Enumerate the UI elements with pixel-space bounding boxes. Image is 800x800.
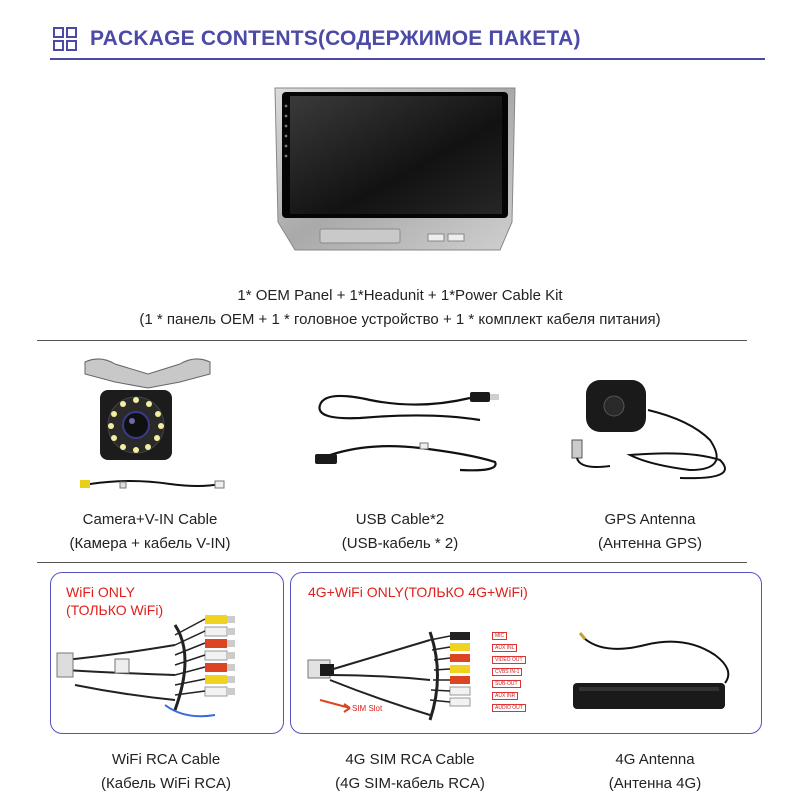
camera-caption-en: Camera+V-IN Cable	[82, 511, 218, 528]
wifi-rca-caption-ru: (Кабель WiFi RCA)	[101, 775, 231, 792]
wifi-label-en: WiFi ONLY	[66, 584, 135, 600]
divider	[37, 562, 747, 563]
usb-caption-en: USB Cable*2	[355, 511, 445, 528]
camera-caption	[40, 508, 260, 556]
gps-antenna-image	[570, 370, 750, 490]
gps-caption-en: GPS Antenna	[604, 511, 696, 528]
main-caption-ru: (1 * панель OEM + 1 * головное устройство + 1 * комплект кабеля питания)	[139, 311, 661, 328]
port-tag: MIC	[492, 632, 507, 640]
4g-rca-caption-en: 4G SIM RCA Cable	[345, 751, 475, 768]
gps-caption	[560, 508, 740, 556]
port-tag: AUX INL	[492, 644, 517, 652]
4g-antenna-caption-en: 4G Antenna	[615, 751, 695, 768]
wifi-rca-caption	[50, 748, 282, 796]
wifi-rca-caption-en: WiFi RCA Cable	[111, 751, 221, 768]
4g-wifi-only-label: 4G+WiFi ONLY(ТОЛЬКО 4G+WiFi)	[308, 584, 528, 600]
port-tag: SUB-OUT	[492, 680, 521, 688]
usb-cables-image	[310, 380, 510, 480]
usb-caption-ru: (USB-кабель * 2)	[341, 535, 459, 552]
sim-slot-label: SIM Slot	[352, 704, 383, 713]
4g-antenna-caption	[570, 748, 740, 796]
camera-cable-image	[70, 352, 240, 502]
main-item-caption	[0, 284, 800, 332]
page-title: PACKAGE CONTENTS(СОДЕРЖИМОЕ ПАКЕТА)	[90, 27, 581, 50]
4g-antenna-caption-ru: (Антенна 4G)	[608, 775, 702, 792]
main-caption-en: 1* OEM Panel + 1*Headunit + 1*Power Cable Kit	[237, 287, 563, 304]
section-header	[50, 22, 765, 60]
usb-caption	[300, 508, 500, 556]
divider	[37, 340, 747, 341]
port-tag: AUX INR	[492, 692, 518, 700]
wifi-only-label	[66, 583, 163, 619]
headunit-panel-image	[270, 82, 520, 257]
camera-caption-ru: (Камера + кабель V-IN)	[69, 535, 231, 552]
port-tag: AUDIO OUT	[492, 704, 526, 712]
gps-caption-ru: (Антенна GPS)	[597, 535, 703, 552]
4g-rca-caption	[300, 748, 520, 796]
wifi-label-ru: (ТОЛЬКО WiFi)	[66, 602, 164, 618]
port-tag: VIDEO OUT	[492, 656, 526, 664]
4g-rca-caption-ru: (4G SIM-кабель RCA)	[335, 775, 485, 792]
package-grid-icon	[52, 26, 80, 59]
4g-antenna-image	[565, 625, 745, 715]
port-tag: CVBS IN-1	[492, 668, 522, 676]
wifi-rca-cable-image	[55, 615, 275, 725]
